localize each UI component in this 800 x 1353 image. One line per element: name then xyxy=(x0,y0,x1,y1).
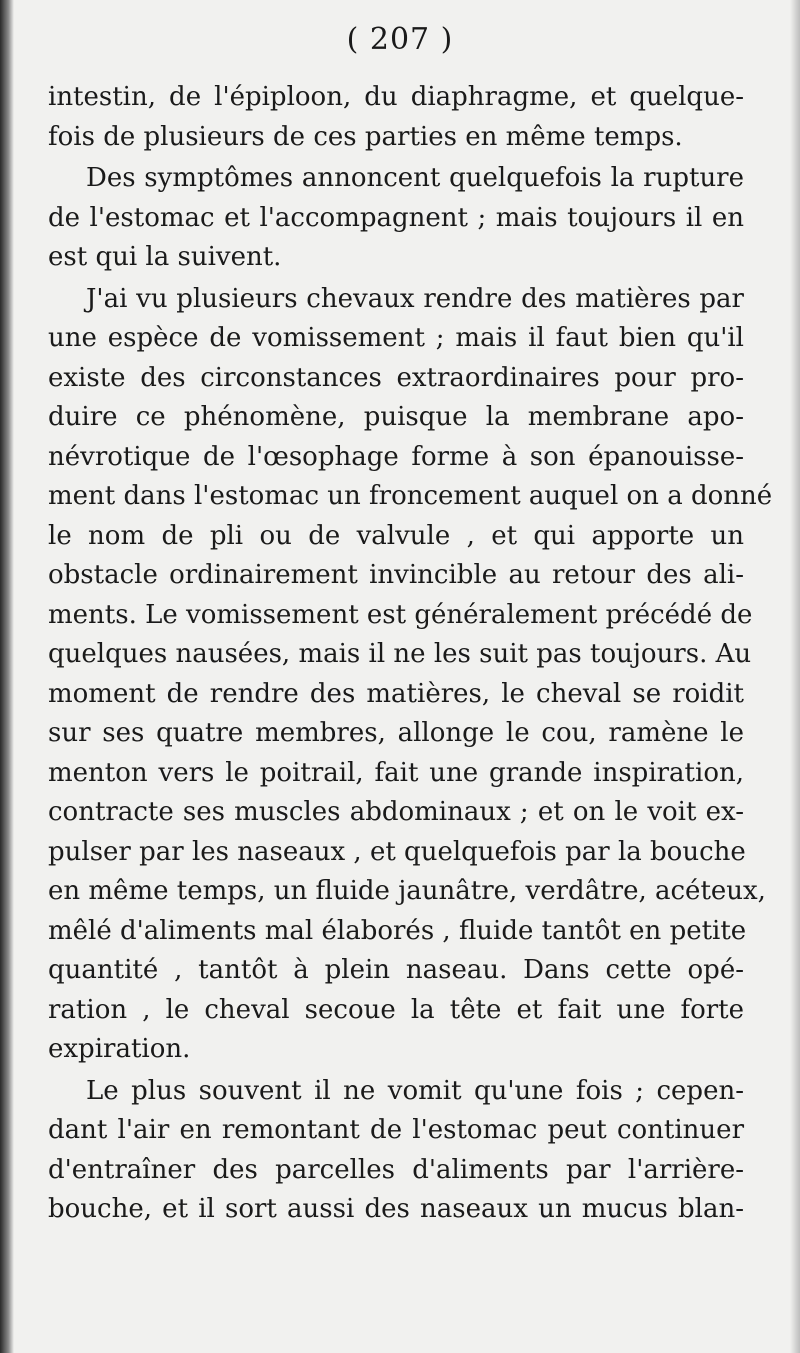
text-line: de l'estomac et l'accompagnent ; mais toujours il en xyxy=(48,202,744,233)
text-line: obstacle ordinairement invincible au retour des ali- xyxy=(48,560,744,590)
paragraph-1 xyxy=(48,78,744,157)
text-line: une espèce de vomissement ; mais il faut bien qu'il xyxy=(48,323,744,353)
text-line: mêlé d'aliments mal élaborés , fluide tantôt en petite xyxy=(48,915,747,946)
text-line: pulser par les naseaux , et quelquefois par la bouche xyxy=(48,836,746,867)
text-line: quelques nausées, mais il ne les suit pas toujours. Au xyxy=(48,639,752,669)
text-line: quantité , tantôt à plein naseau. Dans cette opé- xyxy=(48,955,744,985)
text-line: est qui la suivent. xyxy=(48,242,282,272)
text-line: dant l'air en remontant de l'estomac peut continuer xyxy=(48,1115,744,1145)
text-line: duire ce phénomène, puisque la membrane apo- xyxy=(48,402,744,432)
text-line: ment dans l'estomac un froncement auquel on a donné xyxy=(48,481,773,511)
page-number: ( 207 ) xyxy=(346,22,454,57)
text-line: ments. Le vomissement est généralement précédé de xyxy=(48,599,753,630)
text-line: existe des circonstances extraordinaires pour pro- xyxy=(48,362,744,393)
paragraph-4 xyxy=(48,1072,744,1230)
body-text xyxy=(48,78,773,1230)
text-line: Des symptômes annoncent quelquefois la rupture xyxy=(86,163,744,193)
text-line: intestin, de l'épiploon, du diaphragme, et quelque- xyxy=(48,82,744,112)
text-line: menton vers le poitrail, fait une grande inspiration, xyxy=(48,757,744,788)
text-line: fois de plusieurs de ces parties en même temps. xyxy=(48,121,683,152)
text-line: bouche, et il sort aussi des naseaux un mucus blan- xyxy=(48,1194,744,1224)
text-line: d'entraîner des parcelles d'aliments par l'arrière- xyxy=(48,1154,744,1185)
text-line: moment de rendre des matières, le cheval se roidit xyxy=(48,678,744,709)
text-line: contracte ses muscles abdominaux ; et on le voit ex- xyxy=(48,797,744,827)
text-line: sur ses quatre membres, allonge le cou, ramène le xyxy=(48,718,744,748)
text-line: J'ai vu plusieurs chevaux rendre des matières par xyxy=(86,283,744,314)
paragraph-3 xyxy=(48,280,773,1070)
text-line: Le plus souvent il ne vomit qu'une fois ; cepen- xyxy=(86,1075,744,1106)
text-line: en même temps, un fluide jaunâtre, verdâtre, acéteux, xyxy=(48,876,766,906)
text-line: le nom de pli ou de valvule , et qui apporte un xyxy=(48,520,744,551)
text-line: expiration. xyxy=(48,1034,191,1064)
text-line: ration , le cheval secoue la tête et fait une forte xyxy=(48,994,744,1025)
paragraph-2 xyxy=(48,159,744,278)
text-line: névrotique de l'œsophage forme à son épanouisse- xyxy=(48,441,744,472)
